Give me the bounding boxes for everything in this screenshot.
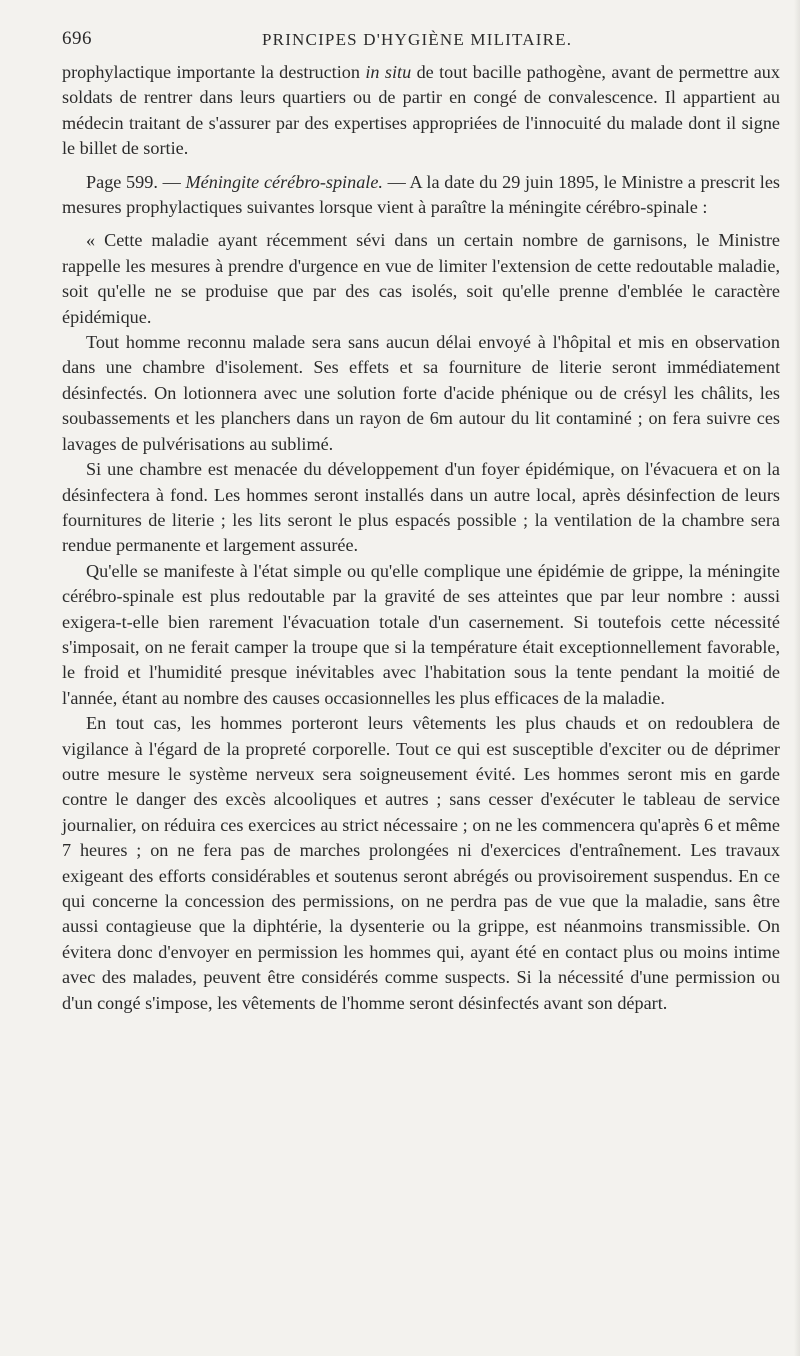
paragraph-quote-4: Qu'elle se manifeste à l'état simple ou qu'elle complique une épidémie de grippe, la méningite cérébro-spinale est plus redoutable par la gravité de ses atteintes que par leur nombre : aussi exigera-t-elle bien rarement l'évacuation totale d'un casernement. Si toutefois cette nécessité s'imposait, on ne ferait camper la troupe que si la température était exceptionnellement favorable, le froid et l'humidité presque inévitables avec l'habitation sous la tente pendant la moitié de l'année, étant au nombre des causes occasionnelles les plus efficaces de la maladie. [62, 560, 780, 708]
page-header [62, 8, 770, 49]
emphasis-in-situ: in situ [365, 62, 412, 82]
running-title: PRINCIPES D'HYGIÈNE MILITAIRE. [262, 30, 573, 49]
page-reference: Page 599. [86, 171, 158, 192]
page-body [62, 60, 780, 1016]
paragraph-quote-5: En tout cas, les hommes porteront leurs vêtements les plus chauds et on redoublera de vigilance à l'égard de la propreté corporelle. Tout ce qui est susceptible d'exciter ou de déprimer outre mesure le système nerveux sera soigneusement évité. Les hommes seront mis en garde contre le danger des excès alcooliques et autres ; sans cesser d'exécuter le tableau de service journalier, on réduira ces exercices au strict nécessaire ; on ne les commencera qu'après 6 et même 7 heures ; on ne fera pas de marches prolongées ni d'exercices d'entraînement. Les travaux exigeant des efforts considérables et soutenus seront abrégés ou provisoirement suspendus. En ce qui concerne la concession des permissions, on ne perdra pas de vue que la maladie, sans être aussi contagieuse que la diphtérie, la dysenterie ou la grippe, est néanmoins transmissible. On évitera donc d'envoyer en permission les hommes qui, ayant été en contact plus ou moins intime avec des malades, peuvent être considérés comme suspects. Si la nécessité d'une permission ou d'un congé s'impose, les vêtements de l'homme seront désinfectés avant son départ. [62, 713, 780, 1013]
paragraph-quote-2: Tout homme reconnu malade sera sans aucun délai envoyé à l'hôpital et mis en observation dans une chambre d'isolement. Ses effets et sa fourniture de literie seront immédiatement désinfectés. On lotionnera avec une solution forte d'acide phénique ou de crésyl les châlits, les soubassements et les planchers dans un rayon de 6m autour du lit contaminé ; on fera suivre ces lavages de pulvérisations au sublimé. [62, 332, 780, 454]
paragraph-quote-3: Si une chambre est menacée du développement d'un foyer épidémique, on l'évacuera et on la désinfectera à fond. Les hommes seront installés dans un autre local, après désinfection de leurs fournitures de literie ; les lits seront le plus espacés possible ; la ventilation de la chambre sera rendue permanente et largement assurée. [62, 459, 780, 556]
page-number: 696 [62, 28, 92, 49]
section-title: Méningite cérébro-spinale. [185, 171, 383, 192]
paragraph-continuation: prophylactique importante la destruction in situ de tout bacille pathogène, avant de permettre aux soldats de rentrer dans leurs quartiers ou de partir en congé de convalescence. Il appartient au médecin traitant de s'assurer par des expertises appropriées de l'innocuité du malade dont il signe le billet de sortie. [62, 62, 780, 159]
paragraph-page-599: Page 599. — Méningite cérébro-spinale. — A la date du 29 juin 1895, le Ministre a prescrit les mesures prophylactiques suivantes lorsque vient à paraître la méningite cérébro-spinale : [62, 171, 781, 218]
page-edge [794, 0, 800, 1356]
paragraph-quote-1: « Cette maladie ayant récemment sévi dans un certain nombre de garnisons, le Ministre rappelle les mesures à prendre d'urgence en vue de limiter l'extension de cette redoutable maladie, soit qu'elle ne se produise que par des cas isolés, soit qu'elle prenne d'emblée le caractère épidémique. [62, 230, 780, 327]
